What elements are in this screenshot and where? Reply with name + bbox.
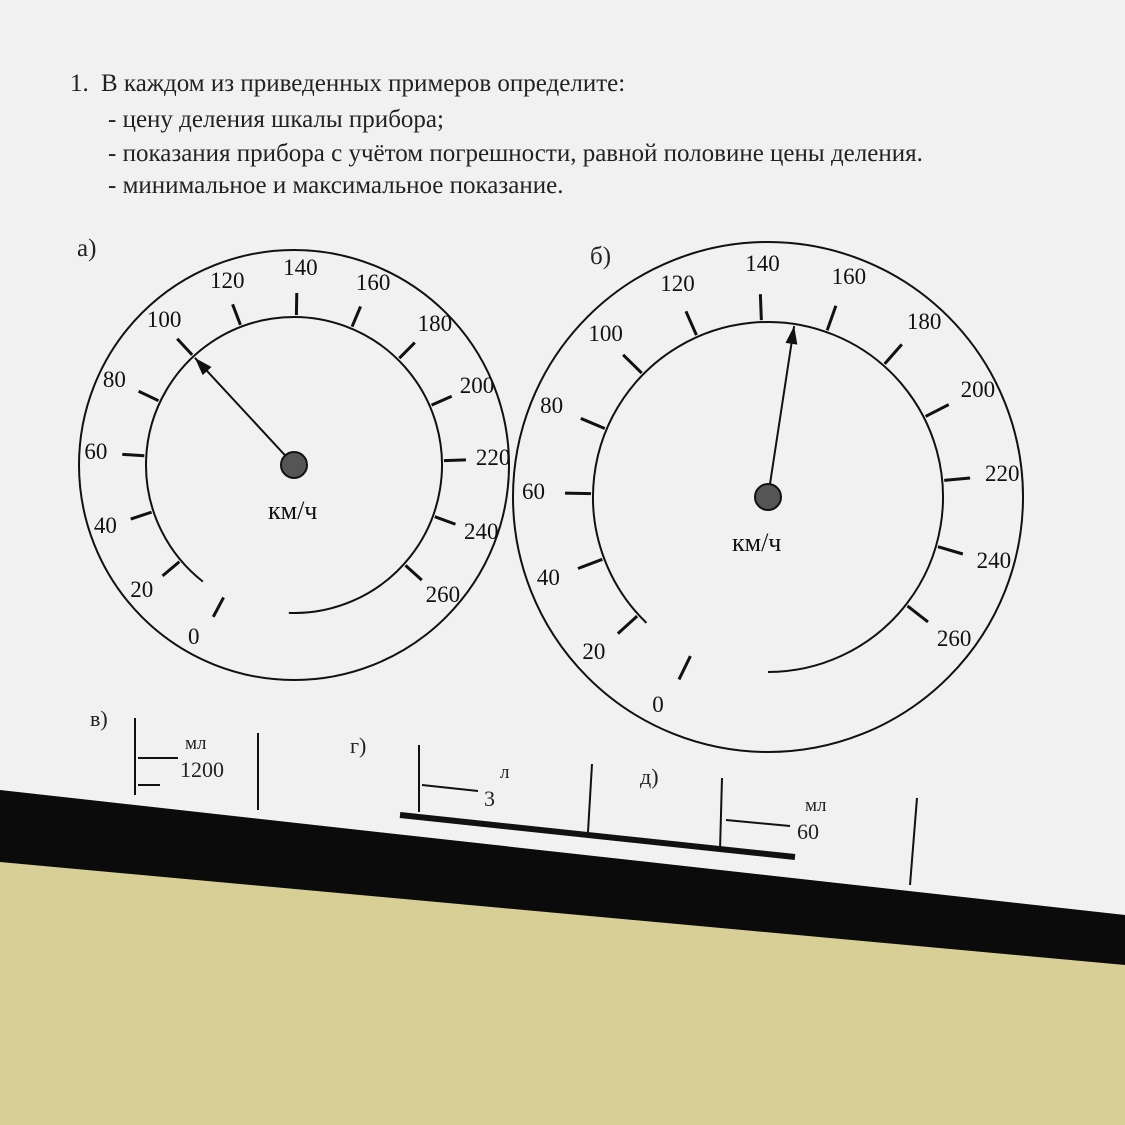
cylinder-g-value: 3	[484, 786, 495, 811]
scale-label: 160	[831, 264, 867, 290]
scale-label: 160	[355, 270, 391, 296]
gauge-b-unit: км/ч	[732, 528, 782, 557]
gauge-hub	[281, 452, 307, 478]
task-intro: В каждом из приведенных примеров определите:	[101, 70, 626, 97]
cylinder-d-label: д)	[640, 764, 659, 789]
scale-label: 0	[652, 691, 664, 717]
gauge-hub	[755, 484, 781, 510]
cylinder-v-unit: мл	[185, 733, 207, 754]
scale-label: 100	[146, 307, 182, 333]
task-number: 1.	[70, 70, 89, 97]
scale-tick	[122, 454, 144, 455]
scale-label: 140	[745, 251, 780, 277]
scale-label: 20	[130, 577, 154, 603]
task-item-1: - цену деления шкалы прибора;	[108, 106, 444, 133]
scale-label: 20	[582, 639, 606, 665]
scale-label: 240	[463, 518, 499, 544]
scale-label: 100	[588, 320, 623, 346]
scale-label: 220	[984, 461, 1020, 487]
scale-label: 40	[536, 564, 560, 590]
scale-label: 140	[283, 255, 318, 281]
scale-label: 200	[459, 372, 495, 398]
scale-label: 60	[84, 438, 108, 464]
scale-label: 180	[417, 311, 453, 337]
task-item-2: - показания прибора с учётом погрешности, равной половине цены деления.	[108, 140, 923, 167]
scale-label: 260	[936, 625, 972, 651]
cylinder-g-unit: л	[500, 762, 510, 783]
gauge-a-unit: км/ч	[268, 496, 318, 525]
scale-label: 80	[540, 393, 564, 419]
scale-label: 260	[425, 582, 461, 608]
scale-label: 180	[906, 308, 942, 334]
scale-label: 60	[522, 478, 546, 504]
gauge-a-label: а)	[77, 235, 97, 262]
scale-label: 0	[187, 624, 200, 650]
scale-tick	[760, 294, 761, 320]
scale-tick	[444, 460, 466, 461]
scale-label: 120	[210, 267, 245, 293]
scale-label: 220	[475, 445, 511, 471]
scale-label: 200	[960, 377, 996, 403]
task-item-3: - минимальное и максимальное показание.	[108, 172, 564, 199]
cylinder-v-value: 1200	[180, 757, 224, 782]
scale-label: 40	[93, 512, 117, 538]
cylinder-d-value: 60	[797, 819, 819, 844]
cylinder-g-label: г)	[350, 733, 367, 758]
scale-label: 120	[660, 270, 695, 296]
scale-label: 240	[976, 548, 1012, 574]
cylinder-d-unit: мл	[805, 795, 827, 816]
cylinder-v-label: в)	[90, 706, 108, 731]
gauge-b-label: б)	[590, 243, 612, 270]
scale-label: 80	[102, 366, 126, 392]
